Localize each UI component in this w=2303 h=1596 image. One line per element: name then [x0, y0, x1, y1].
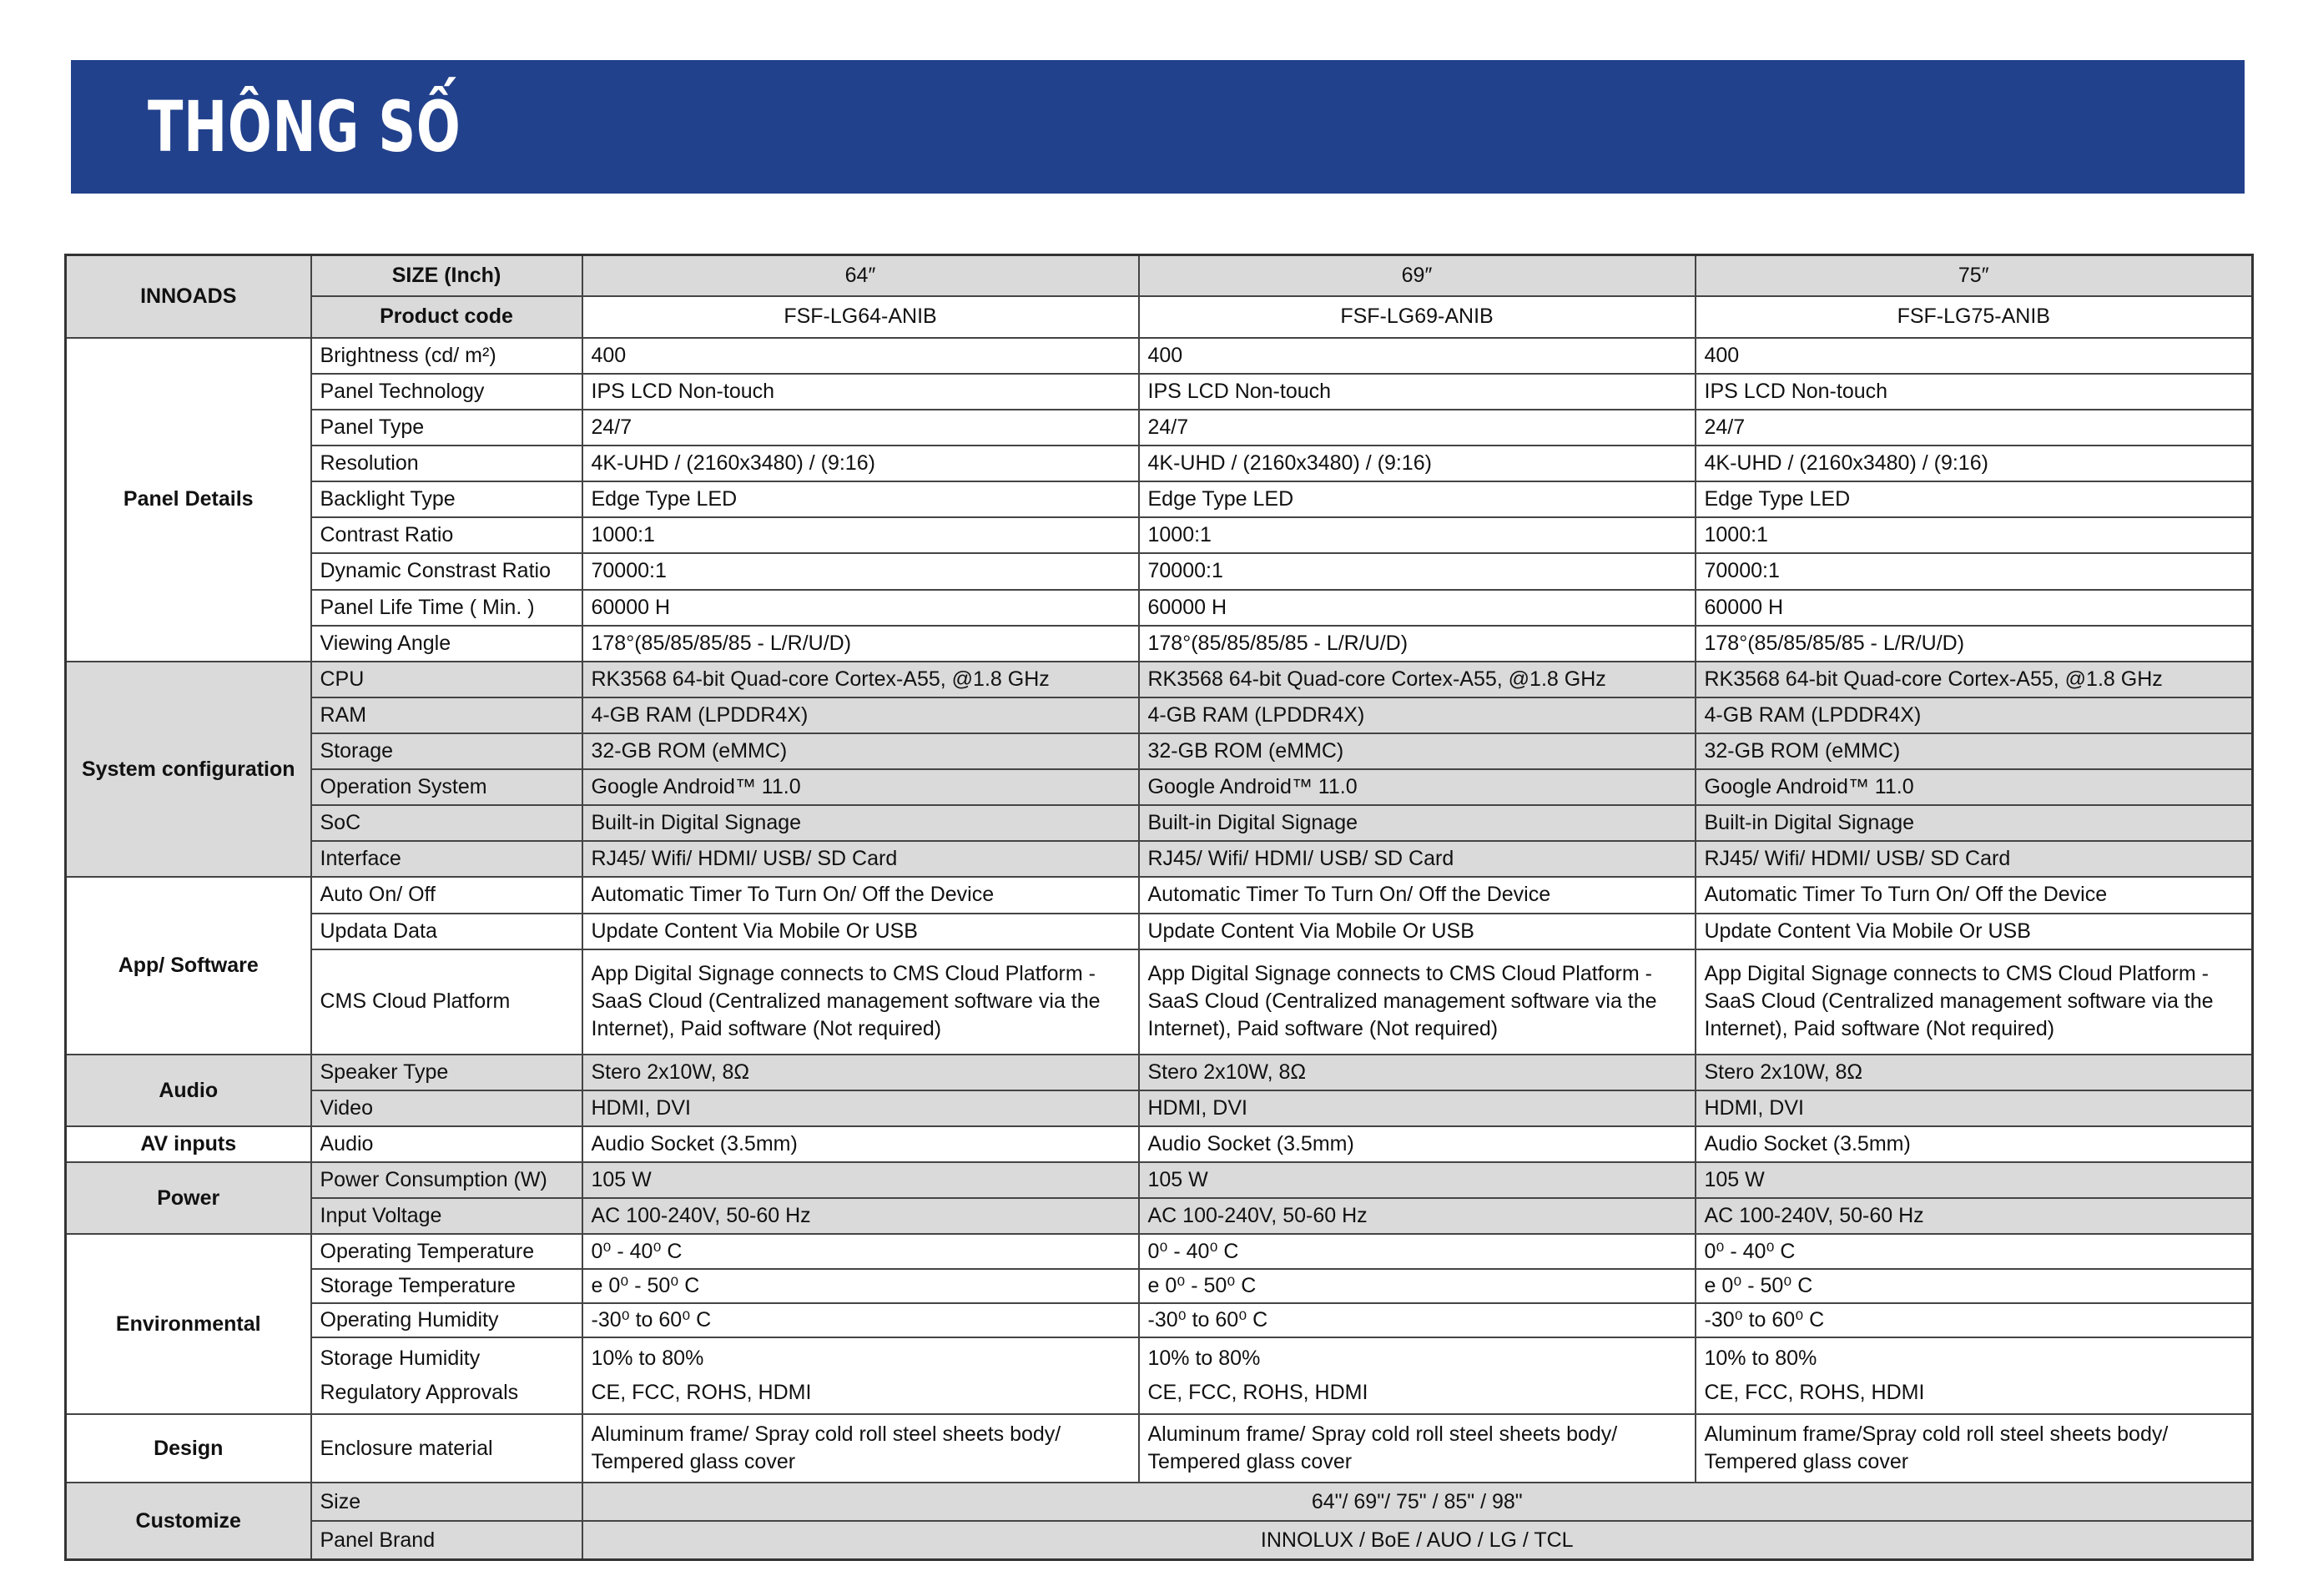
table-row: [66, 805, 2253, 841]
cell-value: 4K-UHD / (2160x3480) / (9:16): [1139, 446, 1696, 481]
table-row: [66, 446, 2253, 481]
cell-value: AC 100-240V, 50-60 Hz: [1696, 1198, 2253, 1234]
cell-value: 0⁰ - 40⁰ C: [582, 1234, 1139, 1268]
cell-value: App Digital Signage connects to CMS Cloud Platform - SaaS Cloud (Centralized management software via the Internet), Paid software (Not required): [1139, 949, 1696, 1055]
cell-value-pair: [1139, 1337, 1696, 1414]
cell-value: Google Android™ 11.0: [1139, 769, 1696, 805]
row-label: Brightness (cd/ m²): [311, 338, 582, 374]
cell-value: CE, FCC, ROHS, HDMI: [1704, 1380, 1925, 1404]
row-label: Updata Data: [311, 914, 582, 949]
cell-value: AC 100-240V, 50-60 Hz: [1139, 1198, 1696, 1234]
row-label: Panel Type: [311, 410, 582, 446]
cell-value: IPS LCD Non-touch: [582, 374, 1139, 410]
group-environmental: Environmental: [66, 1234, 311, 1414]
cell-value: Aluminum frame/ Spray cold roll steel sheets body/ Tempered glass cover: [582, 1414, 1139, 1483]
cell-value: 178°(85/85/85/85 - L/R/U/D): [582, 626, 1139, 662]
cell-value: Built-in Digital Signage: [582, 805, 1139, 841]
table-row: [66, 517, 2253, 553]
group-av-inputs: AV inputs: [66, 1126, 311, 1162]
cell-value: 70000:1: [582, 553, 1139, 589]
cell-value-pair: [582, 1337, 1139, 1414]
table-row: [66, 1269, 2253, 1303]
table-row: [66, 1090, 2253, 1126]
table-row: [66, 1303, 2253, 1337]
row-label: Operation System: [311, 769, 582, 805]
cell-value: Google Android™ 11.0: [582, 769, 1139, 805]
cell-value: 10% to 80%: [1147, 1346, 1261, 1370]
cell-value: Automatic Timer To Turn On/ Off the Device: [582, 877, 1139, 913]
cell-value: Audio Socket (3.5mm): [582, 1126, 1139, 1162]
code-69: FSF-LG69-ANIB: [1139, 296, 1696, 338]
group-app-software: App/ Software: [66, 877, 311, 1055]
cell-value: 24/7: [1139, 410, 1696, 446]
cell-value: 60000 H: [582, 590, 1139, 626]
row-label: Panel Life Time ( Min. ): [311, 590, 582, 626]
row-label: Operating Temperature: [311, 1234, 582, 1268]
table-row: [66, 914, 2253, 949]
cell-value: 4-GB RAM (LPDDR4X): [1696, 697, 2253, 733]
cell-value: CE, FCC, ROHS, HDMI: [591, 1380, 812, 1404]
cell-value: 60000 H: [1696, 590, 2253, 626]
cell-value: Built-in Digital Signage: [1696, 805, 2253, 841]
table-row: [66, 949, 2253, 1055]
row-label: Input Voltage: [311, 1198, 582, 1234]
cell-value: 105 W: [582, 1162, 1139, 1198]
row-label: CPU: [311, 662, 582, 697]
cell-value: Edge Type LED: [582, 481, 1139, 517]
table-row: [66, 662, 2253, 697]
table-row: [66, 1126, 2253, 1162]
cell-value: 1000:1: [1696, 517, 2253, 553]
table-row: [66, 841, 2253, 877]
cell-value: 105 W: [1696, 1162, 2253, 1198]
row-label: Backlight Type: [311, 481, 582, 517]
row-label: Resolution: [311, 446, 582, 481]
cell-value-pair: [1696, 1337, 2253, 1414]
row-label: Panel Technology: [311, 374, 582, 410]
cell-value: 10% to 80%: [1704, 1346, 1817, 1370]
cell-value: Automatic Timer To Turn On/ Off the Device: [1696, 877, 2253, 913]
header-row-code: [66, 296, 2253, 338]
cell-value: 4-GB RAM (LPDDR4X): [1139, 697, 1696, 733]
cell-value: 178°(85/85/85/85 - L/R/U/D): [1139, 626, 1696, 662]
cell-value: Edge Type LED: [1139, 481, 1696, 517]
row-label: Operating Humidity: [311, 1303, 582, 1337]
table-row: [66, 1198, 2253, 1234]
cell-value: 178°(85/85/85/85 - L/R/U/D): [1696, 626, 2253, 662]
table-row: [66, 877, 2253, 913]
brand-cell: INNOADS: [66, 255, 311, 338]
size-label: SIZE (Inch): [311, 255, 582, 296]
cell-value: 105 W: [1139, 1162, 1696, 1198]
row-label: Storage Temperature: [311, 1269, 582, 1303]
cell-value: 70000:1: [1696, 553, 2253, 589]
cell-value: e 0⁰ - 50⁰ C: [582, 1269, 1139, 1303]
table-row: [66, 1521, 2253, 1559]
cell-value: -30⁰ to 60⁰ C: [1696, 1303, 2253, 1337]
cell-value: 1000:1: [582, 517, 1139, 553]
cell-value: 0⁰ - 40⁰ C: [1139, 1234, 1696, 1268]
group-power: Power: [66, 1162, 311, 1234]
size-75: 75″: [1696, 255, 2253, 296]
cell-value: e 0⁰ - 50⁰ C: [1139, 1269, 1696, 1303]
row-label: Auto On/ Off: [311, 877, 582, 913]
table-row: [66, 338, 2253, 374]
cell-value: -30⁰ to 60⁰ C: [582, 1303, 1139, 1337]
cell-value: Update Content Via Mobile Or USB: [582, 914, 1139, 949]
table-row: [66, 626, 2253, 662]
cell-value: RK3568 64-bit Quad-core Cortex-A55, @1.8 GHz: [582, 662, 1139, 697]
size-69: 69″: [1139, 255, 1696, 296]
table-row: [66, 481, 2253, 517]
row-label: Viewing Angle: [311, 626, 582, 662]
cell-value: App Digital Signage connects to CMS Cloud Platform - SaaS Cloud (Centralized management software via the Internet), Paid software (Not required): [1696, 949, 2253, 1055]
cell-value: HDMI, DVI: [582, 1090, 1139, 1126]
cell-value: RK3568 64-bit Quad-core Cortex-A55, @1.8 GHz: [1139, 662, 1696, 697]
cell-value: 32-GB ROM (eMMC): [1696, 733, 2253, 769]
row-label-pair: [311, 1337, 582, 1414]
row-label: Storage Humidity: [320, 1346, 481, 1370]
cell-value: 400: [582, 338, 1139, 374]
row-label: Video: [311, 1090, 582, 1126]
row-label: Power Consumption (W): [311, 1162, 582, 1198]
cell-value: 32-GB ROM (eMMC): [1139, 733, 1696, 769]
row-label: Regulatory Approvals: [320, 1380, 519, 1404]
table-row: [66, 1234, 2253, 1268]
group-system-configuration: System configuration: [66, 662, 311, 878]
table-row: [66, 769, 2253, 805]
cell-value: AC 100-240V, 50-60 Hz: [582, 1198, 1139, 1234]
cell-value: Update Content Via Mobile Or USB: [1139, 914, 1696, 949]
cell-value: 4K-UHD / (2160x3480) / (9:16): [1696, 446, 2253, 481]
cell-value: HDMI, DVI: [1696, 1090, 2253, 1126]
table-row: [66, 374, 2253, 410]
table-row: [66, 697, 2253, 733]
size-64: 64″: [582, 255, 1139, 296]
group-panel-details: Panel Details: [66, 338, 311, 662]
cell-value: Automatic Timer To Turn On/ Off the Device: [1139, 877, 1696, 913]
row-label: RAM: [311, 697, 582, 733]
row-label: Interface: [311, 841, 582, 877]
cell-value: 60000 H: [1139, 590, 1696, 626]
title-banner: [71, 60, 2245, 194]
cell-value: Stero 2x10W, 8Ω: [582, 1055, 1139, 1090]
group-design: Design: [66, 1414, 311, 1483]
cell-value: -30⁰ to 60⁰ C: [1139, 1303, 1696, 1337]
cell-value: App Digital Signage connects to CMS Cloud Platform - SaaS Cloud (Centralized management software via the Internet), Paid software (Not required): [582, 949, 1139, 1055]
cell-value: Aluminum frame/Spray cold roll steel sheets body/ Tempered glass cover: [1696, 1414, 2253, 1483]
spec-table: [64, 254, 2254, 1561]
cell-value: Built-in Digital Signage: [1139, 805, 1696, 841]
row-label: Size: [311, 1483, 582, 1521]
table-row: [66, 553, 2253, 589]
cell-value: CE, FCC, ROHS, HDMI: [1147, 1380, 1368, 1404]
cell-value: 24/7: [1696, 410, 2253, 446]
cell-value: 70000:1: [1139, 553, 1696, 589]
code-64: FSF-LG64-ANIB: [582, 296, 1139, 338]
cell-value: RK3568 64-bit Quad-core Cortex-A55, @1.8 GHz: [1696, 662, 2253, 697]
row-label: Speaker Type: [311, 1055, 582, 1090]
cell-value: 4K-UHD / (2160x3480) / (9:16): [582, 446, 1139, 481]
cell-value: Update Content Via Mobile Or USB: [1696, 914, 2253, 949]
table-row: [66, 410, 2253, 446]
code-label: Product code: [311, 296, 582, 338]
row-label: Contrast Ratio: [311, 517, 582, 553]
cell-value: 24/7: [582, 410, 1139, 446]
cell-value: e 0⁰ - 50⁰ C: [1696, 1269, 2253, 1303]
cell-value: RJ45/ Wifi/ HDMI/ USB/ SD Card: [1139, 841, 1696, 877]
header-row-size: [66, 255, 2253, 296]
cell-value-span: INNOLUX / BoE / AUO / LG / TCL: [582, 1521, 2253, 1559]
cell-value: Aluminum frame/ Spray cold roll steel sheets body/ Tempered glass cover: [1139, 1414, 1696, 1483]
cell-value: Google Android™ 11.0: [1696, 769, 2253, 805]
cell-value: 0⁰ - 40⁰ C: [1696, 1234, 2253, 1268]
table-row: [66, 1162, 2253, 1198]
row-label: SoC: [311, 805, 582, 841]
cell-value: IPS LCD Non-touch: [1696, 374, 2253, 410]
group-audio: Audio: [66, 1055, 311, 1126]
row-label: Panel Brand: [311, 1521, 582, 1559]
cell-value: 400: [1139, 338, 1696, 374]
row-label: Audio: [311, 1126, 582, 1162]
cell-value: Audio Socket (3.5mm): [1696, 1126, 2253, 1162]
page-title: THÔNG SỐ: [148, 86, 461, 168]
cell-value: Stero 2x10W, 8Ω: [1139, 1055, 1696, 1090]
cell-value-span: 64"/ 69"/ 75" / 85" / 98": [582, 1483, 2253, 1521]
table-row: [66, 590, 2253, 626]
cell-value: 32-GB ROM (eMMC): [582, 733, 1139, 769]
row-label: Dynamic Constrast Ratio: [311, 553, 582, 589]
group-customize: Customize: [66, 1483, 311, 1559]
table-row: [66, 1414, 2253, 1483]
table-row: [66, 1483, 2253, 1521]
cell-value: RJ45/ Wifi/ HDMI/ USB/ SD Card: [1696, 841, 2253, 877]
row-label: Storage: [311, 733, 582, 769]
cell-value: 10% to 80%: [591, 1346, 704, 1370]
table-row: [66, 733, 2253, 769]
cell-value: 1000:1: [1139, 517, 1696, 553]
code-75: FSF-LG75-ANIB: [1696, 296, 2253, 338]
cell-value: Audio Socket (3.5mm): [1139, 1126, 1696, 1162]
cell-value: 400: [1696, 338, 2253, 374]
table-row: [66, 1055, 2253, 1090]
cell-value: RJ45/ Wifi/ HDMI/ USB/ SD Card: [582, 841, 1139, 877]
row-label: Enclosure material: [311, 1414, 582, 1483]
cell-value: Stero 2x10W, 8Ω: [1696, 1055, 2253, 1090]
cell-value: HDMI, DVI: [1139, 1090, 1696, 1126]
cell-value: 4-GB RAM (LPDDR4X): [582, 697, 1139, 733]
cell-value: IPS LCD Non-touch: [1139, 374, 1696, 410]
table-row: [66, 1337, 2253, 1414]
row-label: CMS Cloud Platform: [311, 949, 582, 1055]
cell-value: Edge Type LED: [1696, 481, 2253, 517]
